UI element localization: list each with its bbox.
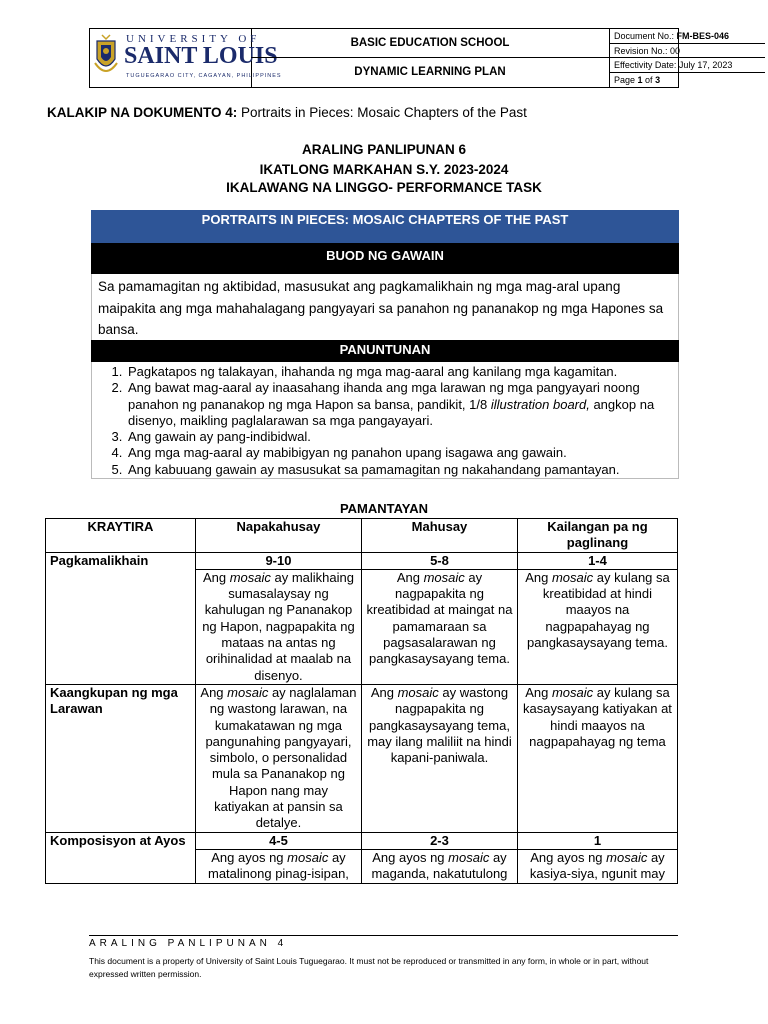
seal-icon [93,33,119,83]
rubric-title: PAMANTAYAN [339,501,429,516]
page-number: 1 [637,74,643,85]
rule-text: Ang bawat mag-aaral ay inaasahang ihanda ang mga larawan ng mga pangyayari noong panahon ng pananakop ng mga Hapon sa bansa, pandikit, 1/8 [128,380,640,412]
panuntunan-heading: PANUNTUNAN [91,340,679,362]
desc-text: Ang [525,684,552,700]
task-banner: PORTRAITS IN PIECES: MOSAIC CHAPTERS OF THE PAST [91,210,679,243]
task-title: IKALAWANG NA LINGGO- PERFORMANCE TASK [226,180,542,195]
desc-text: Ang ayos ng [211,849,288,865]
desc-italic: mosaic [287,849,329,865]
rubric-row [46,832,678,849]
logo-top-text: UNIVERSITY OF [126,33,261,45]
document-number [610,29,765,44]
rubric-row [46,552,678,569]
desc-italic: mosaic [448,849,490,865]
logo-sub-text: TUGUEGARAO CITY, CAGAYAN, PHILIPPINES [126,73,282,79]
score-cell: 2-3 [361,832,517,849]
rubric-header: Napakahusay [195,519,361,553]
rubric-table [45,518,678,884]
descriptor-cell [517,684,677,832]
plan-name: DYNAMIC LEARNING PLAN [354,66,506,78]
descriptor-cell [195,684,361,832]
criterion-cell: Komposisyon at Ayos [46,832,196,883]
footer-title: ARALING PANLIPUNAN 4 [89,938,288,949]
desc-italic: mosaic [227,684,269,700]
desc-text: Ang [200,684,228,700]
score-cell: 1 [517,832,677,849]
descriptor-cell [361,684,517,832]
rule-item [126,380,678,429]
desc-text: ay matalinong pinag-isipan, [207,849,349,882]
desc-italic: mosaic [551,684,594,700]
attachment-text: Portraits in Pieces: Mosaic Chapters of the Past [237,105,527,120]
score-cell: 1-4 [517,552,677,569]
desc-text: ay naglalaman ng wastong larawan, na kumakatawan ng mga pangunahing pangyayari, simbolo, o personalidad mula sa Pananakop ng Hapon nang may katiyakan at pansin sa detalye. [205,684,357,831]
buod-heading: BUOD NG GAWAIN [91,243,679,274]
rubric-row [46,684,678,832]
desc-text: ay maganda, nakatutulong [371,849,508,882]
rubric-header-row [46,519,678,553]
effectivity-date: Effectivity Date: July 17, 2023 [610,58,765,73]
page-pre: Page [614,74,638,85]
rule-item: 4. Ang mga mag-aaral ay mabibigyan ng panahon upang isagawa ang gawain. [126,445,678,461]
page-mid: of [642,74,656,85]
desc-italic: mosaic [229,569,271,585]
desc-text: ay kasiya-siya, ngunit may [529,849,666,882]
university-logo [90,29,282,87]
revision-number: Revision No.: 00 [610,44,765,59]
descriptor-cell [517,849,677,883]
subject-title: ARALING PANLIPUNAN 6 [301,142,466,157]
footer-note: This document is a property of University of Saint Louis Tuguegarao. It must not be reproduced or transmitted in any form, in whole or in part, without expressed written permission. [89,956,649,979]
desc-italic: mosaic [397,684,439,700]
desc-text: Ang [525,569,552,585]
descriptor-cell [195,569,361,684]
score-cell: 4-5 [195,832,361,849]
desc-text: Ang [202,569,230,585]
desc-text: ay kulang sa kasaysayang katiyakan at hindi maayos na nagpapahayag ng tema [523,684,672,749]
document-number-value: FM-BES-046 [676,31,730,41]
rule-item: 3. Ang gawain ay pang-indibidwal. [126,429,678,445]
descriptor-cell [517,569,677,684]
page-total: 3 [655,74,661,85]
task-summary: Sa pamamagitan ng aktibidad, masusukat ang pagkamalikhain ng mga mag-aral upang maipakita ang mga mahahalagang pangyayari sa panahon ng pananakop ng mga Hapones sa bansa. [91,274,679,340]
desc-text: Ang ayos ng [530,849,607,865]
desc-text: Ang ayos ng [372,849,449,865]
header-center [251,29,610,87]
document-header [89,28,733,88]
footer-divider [89,935,678,936]
rules-list [91,362,679,479]
header-meta [610,29,733,87]
descriptor-cell [361,569,517,684]
logo-main-text: SAINT LOUIS [124,43,278,69]
criterion-cell: Pagkamalikhain [46,552,196,684]
school-name: BASIC EDUCATION SCHOOL [251,29,609,58]
desc-text: ay nagpapakita ng kreatibidad at maingat na pamamaraan sa pagsasalarawan ng pangkasaysayang tema. [366,569,513,667]
attachment-title [47,105,527,120]
rubric-header: Kailangan pa ng paglinang [517,519,677,553]
rule-text-tail: angkop na disenyo, maikling paglalarawan sa mga pangayayari. [128,396,655,428]
page-indicator [610,73,765,88]
score-cell: 9-10 [195,552,361,569]
quarter-title: IKATLONG MARKAHAN S.Y. 2023-2024 [259,162,509,177]
score-cell: 5-8 [361,552,517,569]
descriptor-cell [361,849,517,883]
desc-text: ay wastong nagpapakita ng pangkasaysayang tema, may ilang maliliit na hindi kapani-paniwala. [367,684,512,766]
desc-text: Ang [370,684,398,700]
rule-italic: illustration board, [490,396,590,412]
desc-italic: mosaic [606,849,648,865]
document-number-label: Document No.: [614,31,675,41]
task-box [91,210,679,479]
attachment-label: KALAKIP NA DOKUMENTO 4: [47,105,238,120]
desc-text: ay kulang sa kreatibidad at hindi maayos na nagpapahayag ng pangkasaysayang tema. [527,569,670,651]
descriptor-cell [195,849,361,883]
desc-text: Ang [396,569,424,585]
rule-item: 1. Pagkatapos ng talakayan, ihahanda ng mga mag-aaral ang kanilang mga kagamitan. [126,364,678,380]
desc-italic: mosaic [423,569,465,585]
rubric-header: Mahusay [361,519,517,553]
desc-italic: mosaic [551,569,594,585]
criterion-cell: Kaangkupan ng mga Larawan [46,684,196,832]
rule-item: 5. Ang kabuuang gawain ay masusukat sa pamamagitan ng nakahandang pamantayan. [126,462,678,478]
desc-text: ay malikhaing sumasalaysay ng kahulugan ng Pananakop ng Hapon, nagpapakita ng mataas na antas ng orihinalidad at maalab na disenyo. [202,569,355,683]
rubric-header: KRAYTIRA [46,519,196,553]
